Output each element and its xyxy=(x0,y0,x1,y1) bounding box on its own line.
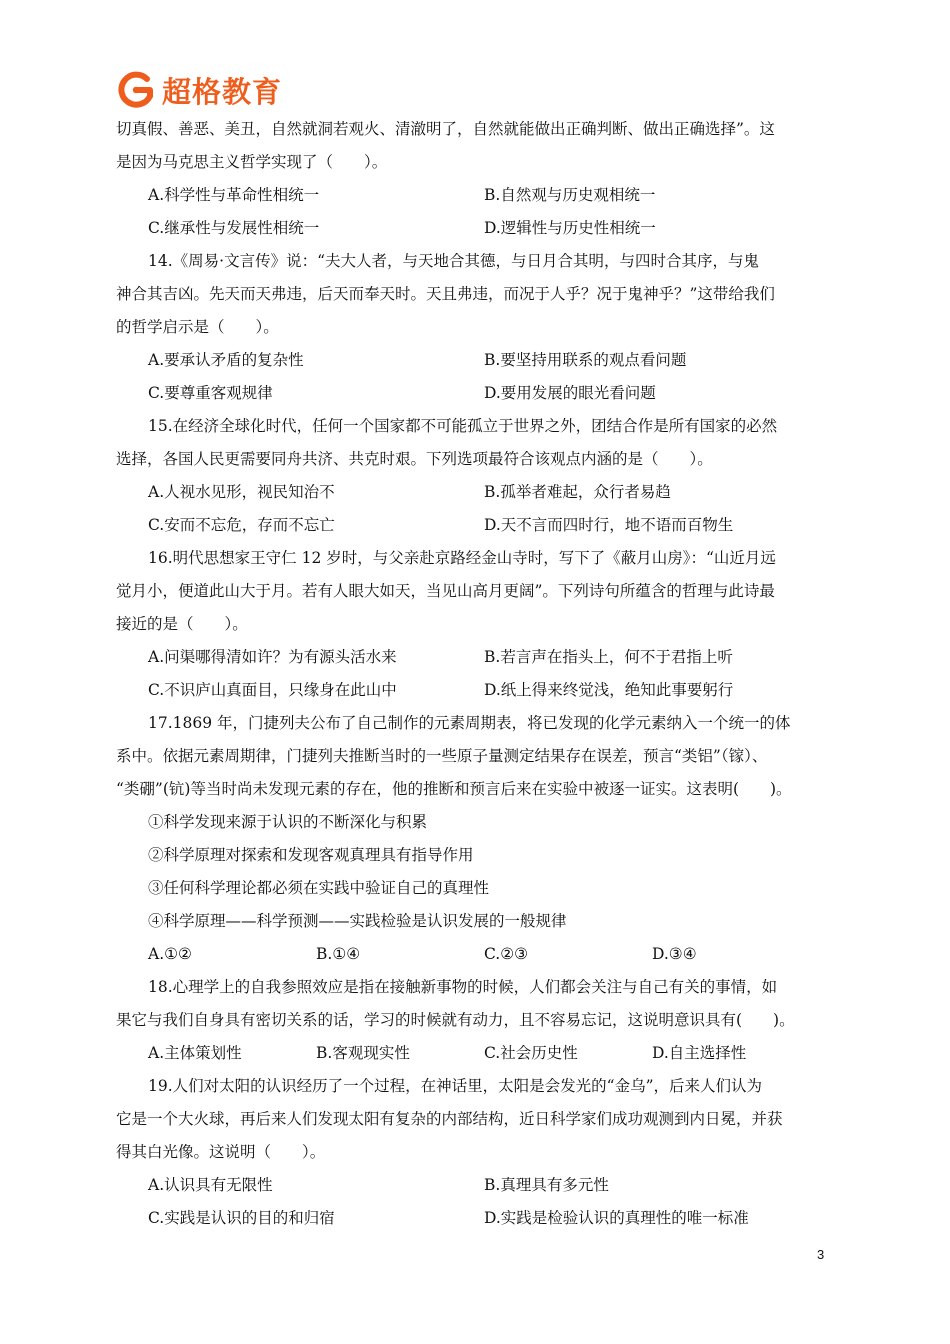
q16-option-c: C.不识庐山真面目，只缘身在此山中 xyxy=(148,681,397,699)
q13-option-d: D.逻辑性与历史性相统一 xyxy=(484,219,656,237)
q14-stem-line: 的哲学启示是（ ）。 xyxy=(116,318,279,336)
q19-stem-line: 它是一个大火球，再后来人们发现太阳有复杂的内部结构，近日科学家们成功观测到内日冕，并获 xyxy=(116,1110,783,1128)
q16-stem-line: 觉月小，便道此山大于月。若有人眼大如天，当见山高月更阔”。下列诗句所蕴含的哲理与此诗最 xyxy=(116,582,775,600)
q13-options-row xyxy=(116,212,836,245)
q18-options-row xyxy=(116,1037,836,1070)
brand-logo-icon xyxy=(116,70,156,110)
q14-stem-line: 14.《周易·文言传》说：“夫大人者，与天地合其德，与日月合其明，与四时合其序，与鬼 xyxy=(148,252,760,270)
q18-option-b: B.客观现实性 xyxy=(316,1044,410,1062)
q18-stem-line: 18.心理学上的自我参照效应是指在接触新事物的时候，人们都会关注与自己有关的事情，如 xyxy=(148,978,778,996)
q17-stem-line: 系中。依据元素周期律，门捷列夫推断当时的一些原子量测定结果存在误差，预言“类铝”（镓）、 xyxy=(116,747,768,765)
q13-options-row xyxy=(116,179,836,212)
q13-option-a: A.科学性与革命性相统一 xyxy=(148,186,320,204)
q18-option-c: C.社会历史性 xyxy=(484,1044,578,1062)
q13-option-c: C.继承性与发展性相统一 xyxy=(148,219,320,237)
q16-options-row xyxy=(116,674,836,707)
q14-option-b: B.要坚持用联系的观点看问题 xyxy=(484,351,687,369)
q14-options-row xyxy=(116,377,836,410)
q19-option-b: B.真理具有多元性 xyxy=(484,1176,609,1194)
q15-option-d: D.天不言而四时行，地不语而百物生 xyxy=(484,516,734,534)
brand-name: 超格教育 xyxy=(162,74,283,109)
page-number: 3 xyxy=(817,1247,825,1262)
q14-options-row xyxy=(116,344,836,377)
q14-option-d: D.要用发展的眼光看问题 xyxy=(484,384,656,402)
q17-options-row xyxy=(116,938,836,971)
q15-options-row xyxy=(116,509,836,542)
q15-options-row xyxy=(116,476,836,509)
q19-stem-line: 19.人们对太阳的认识经历了一个过程，在神话里，太阳是会发光的“金乌”，后来人们认为 xyxy=(148,1077,763,1095)
q19-option-c: C.实践是认识的目的和归宿 xyxy=(148,1209,335,1227)
q17-stem-line: 17.1869 年，门捷列夫公布了自己制作的元素周期表，将已发现的化学元素纳入一个统一的体 xyxy=(148,714,791,732)
q13-option-b: B.自然观与历史观相统一 xyxy=(484,186,656,204)
q17-statement-1: ①科学发现来源于认识的不断深化与积累 xyxy=(148,813,428,831)
q18-stem-line: 果它与我们自身具有密切关系的话，学习的时候就有动力，且不容易忘记，这说明意识具有( )。 xyxy=(116,1011,795,1029)
q18-option-d: D.自主选择性 xyxy=(652,1044,747,1062)
q13-stem-line: 是因为马克思主义哲学实现了（ ）。 xyxy=(116,153,388,171)
q15-stem-line: 15.在经济全球化时代，任何一个国家都不可能孤立于世界之外，团结合作是所有国家的必然 xyxy=(148,417,778,435)
q15-option-c: C.安而不忘危，存而不忘亡 xyxy=(148,516,335,534)
q19-options-row xyxy=(116,1169,836,1202)
q14-option-c: C.要尊重客观规律 xyxy=(148,384,273,402)
q16-options-row xyxy=(116,641,836,674)
q18-option-a: A.主体策划性 xyxy=(148,1044,242,1062)
q17-statement-4: ④科学原理——科学预测——实践检验是认识发展的一般规律 xyxy=(148,912,567,930)
q16-option-b: B.若言声在指头上，何不于君指上听 xyxy=(484,648,733,666)
q17-statement-2: ②科学原理对探索和发现客观真理具有指导作用 xyxy=(148,846,474,864)
q16-stem-line: 接近的是（ ）。 xyxy=(116,615,248,633)
q14-stem-line: 神合其吉凶。先天而天弗违，后天而奉天时。天且弗违，而况于人乎？况于鬼神乎？”这带给我们 xyxy=(116,285,775,303)
q19-options-row xyxy=(116,1202,836,1235)
q16-option-d: D.纸上得来终觉浅，绝知此事要躬行 xyxy=(484,681,734,699)
q16-stem-line: 16.明代思想家王守仁 12 岁时，与父亲赴京路经金山寺时，写下了《蔽月山房》：“山近月远 xyxy=(148,549,776,567)
q13-stem-line: 切真假、善恶、美丑，自然就洞若观火、清澈明了，自然就能做出正确判断、做出正确选择”。这 xyxy=(116,120,775,138)
q19-option-d: D.实践是检验认识的真理性的唯一标准 xyxy=(484,1209,749,1227)
q17-option-d: D.③④ xyxy=(652,945,697,963)
q15-option-b: B.孤举者难起，众行者易趋 xyxy=(484,483,671,501)
q17-option-b: B.①④ xyxy=(316,945,361,963)
q19-stem-line: 得其白光像。这说明（ ）。 xyxy=(116,1143,326,1161)
q16-option-a: A.问渠哪得清如许？为有源头活水来 xyxy=(148,648,397,666)
q17-stem-line: “类硼”(钪)等当时尚未发现元素的存在，他的推断和预言后来在实验中被逐一证实。这表明( )。 xyxy=(116,780,792,798)
q19-option-a: A.认识具有无限性 xyxy=(148,1176,273,1194)
q14-option-a: A.要承认矛盾的复杂性 xyxy=(148,351,304,369)
question-content xyxy=(116,113,836,1235)
brand-logo xyxy=(116,69,282,111)
q17-option-a: A.①② xyxy=(148,945,192,963)
q15-option-a: A.人视水见形，视民知治不 xyxy=(148,483,335,501)
q17-statement-3: ③任何科学理论都必须在实践中验证自己的真理性 xyxy=(148,879,490,897)
q17-option-c: C.②③ xyxy=(484,945,529,963)
q15-stem-line: 选择，各国人民更需要同舟共济、共克时艰。下列选项最符合该观点内涵的是（ ）。 xyxy=(116,450,713,468)
